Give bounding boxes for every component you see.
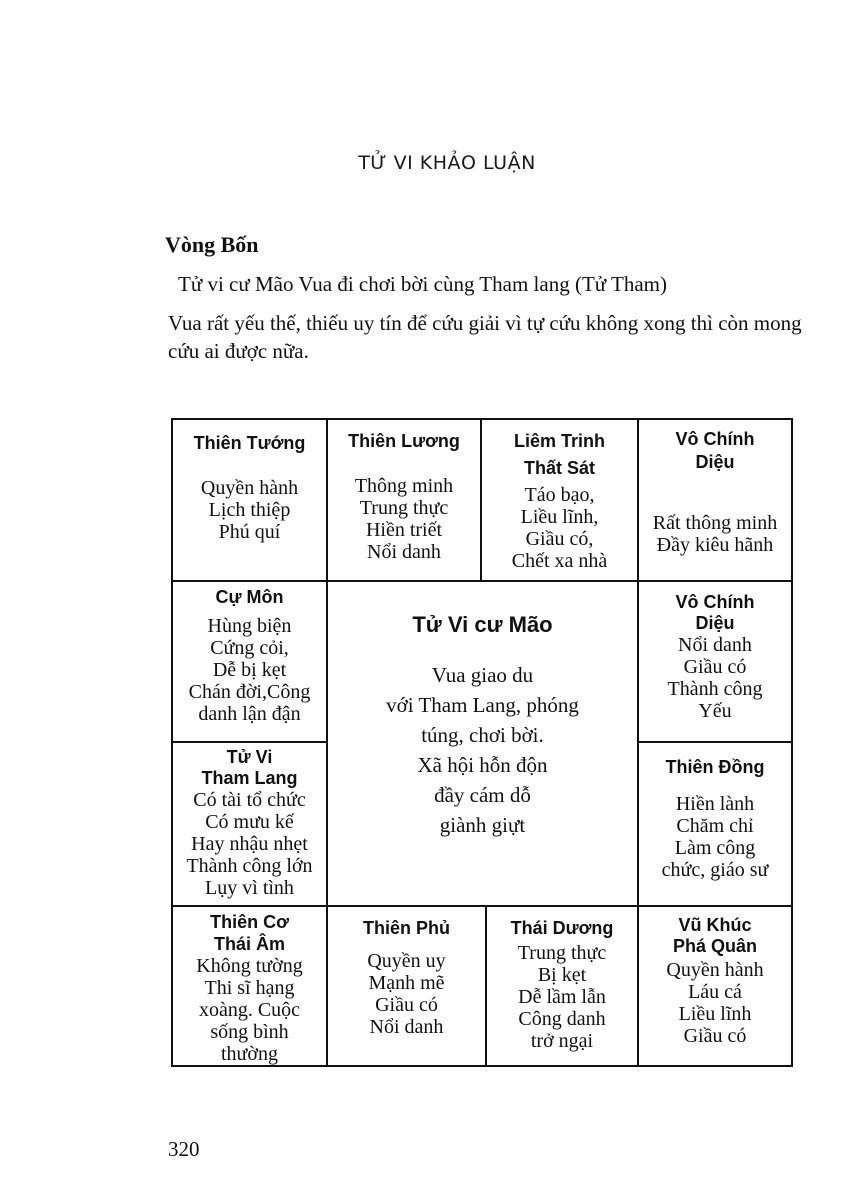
trait: sống bình <box>210 1021 289 1043</box>
palace-cell <box>173 420 326 580</box>
trait: Giầu có <box>375 994 438 1016</box>
palace-cell <box>639 420 791 580</box>
trait: Chăm chỉ <box>676 815 754 837</box>
center-panel <box>328 582 637 905</box>
trait: Dễ bị kẹt <box>212 659 287 681</box>
center-line: giành giựt <box>439 813 526 837</box>
star-name: Liêm Trinh <box>513 431 605 451</box>
trait: Liều lĩnh <box>678 1003 752 1025</box>
trait: trở ngại <box>530 1030 594 1052</box>
palace-cell <box>639 582 791 741</box>
trait: Quyền hành <box>666 959 764 981</box>
trait: Thông minh <box>354 475 454 497</box>
star-name: Thiên Tướng <box>193 433 306 453</box>
center-line: Vua giao du <box>431 663 534 687</box>
trait: Đầy kiêu hãnh <box>656 534 774 556</box>
center-line: túng, chơi bời. <box>421 723 544 747</box>
star-name: Thiên Phủ <box>363 918 450 938</box>
trait: Quyền hành <box>200 477 299 499</box>
trait: Chết xa nhà <box>511 550 608 572</box>
star-name: Vô Chính <box>675 592 755 612</box>
trait: Phú quí <box>218 521 281 543</box>
trait: Yếu <box>698 700 732 722</box>
star-name: Diệu <box>695 452 735 472</box>
intro-line-1: Tử vi cư Mão Vua đi chơi bời cùng Tham lang (Tử Tham) <box>178 272 667 296</box>
trait: danh lận đận <box>198 703 301 725</box>
trait: Thi sĩ hạng <box>204 977 295 999</box>
trait: Hùng biện <box>207 615 292 637</box>
center-line: với Tham Lang, phóng <box>386 693 579 717</box>
trait: thường <box>221 1043 278 1065</box>
palace-cell <box>639 743 791 905</box>
trait: Trung thực <box>359 497 449 519</box>
palace-cell <box>173 907 326 1067</box>
palace-cell <box>482 420 637 580</box>
star-name: Thái Dương <box>510 918 614 938</box>
section-title: Vòng Bốn <box>165 232 259 257</box>
palace-cell <box>173 743 326 905</box>
trait: Làm công <box>674 837 756 859</box>
running-head: TỬ VI KHẢO LUẬN <box>358 152 536 174</box>
star-name: Thiên Đồng <box>665 757 765 777</box>
trait: Nổi danh <box>678 634 752 656</box>
trait: Thành công <box>667 678 763 700</box>
trait: Lịch thiệp <box>208 499 291 521</box>
trait: Nổi danh <box>367 541 441 563</box>
star-name: Thất Sát <box>523 458 595 478</box>
trait: Mạnh mẽ <box>368 972 445 994</box>
palace-cell <box>328 907 485 1067</box>
palace-cell <box>639 907 791 1067</box>
star-name: Thiên Cơ <box>210 912 289 932</box>
trait: Dễ lầm lẫn <box>518 986 606 1008</box>
trait: Chán đời,Công <box>188 681 311 703</box>
star-name: Vô Chính <box>675 429 755 449</box>
trait: Quyền uy <box>367 950 446 972</box>
trait: Hiền lành <box>675 793 755 815</box>
star-name: Vũ Khúc <box>678 915 752 935</box>
trait: Hay nhậu nhẹt <box>191 833 308 855</box>
trait: Giầu có <box>683 656 747 678</box>
trait: Trung thực <box>517 942 607 964</box>
star-name: Phá Quân <box>672 936 757 956</box>
trait: Có tài tổ chức <box>193 789 306 811</box>
star-name: Thiên Lương <box>348 431 460 451</box>
trait: chức, giáo sư <box>661 859 769 881</box>
trait: Hiền triết <box>365 519 443 541</box>
trait: Liều lĩnh, <box>520 506 599 528</box>
palace-cell <box>328 420 480 580</box>
center-line: đầy cám dỗ <box>434 783 531 807</box>
trait: Nổi danh <box>369 1016 444 1038</box>
star-name: Tử Vi <box>226 747 273 767</box>
star-name: Tham Lang <box>201 768 298 788</box>
trait: xoàng. Cuộc <box>198 999 301 1021</box>
trait: Láu cá <box>688 981 742 1003</box>
trait: Có mưu kế <box>205 811 294 833</box>
horoscope-chart <box>171 418 793 1067</box>
trait: Không tường <box>196 955 303 977</box>
trait: Rất thông minh <box>652 512 778 534</box>
palace-cell <box>487 907 637 1067</box>
trait: Lụy vì tình <box>205 877 294 899</box>
trait: Bị kẹt <box>537 964 587 986</box>
trait: Công danh <box>518 1008 606 1030</box>
trait: Giầu có <box>683 1025 747 1047</box>
star-name: Diệu <box>695 613 735 633</box>
center-line: Xã hội hỗn độn <box>417 753 548 777</box>
center-title: Tử Vi cư Mão <box>412 612 553 637</box>
star-name: Thái Âm <box>213 934 285 954</box>
page-number: 320 <box>168 1137 200 1161</box>
palace-cell <box>173 582 326 741</box>
intro-paragraph: Vua rất yếu thế, thiếu uy tín để cứu giải vì tự cứu không xong thì còn mong cứu ai được nữa. <box>168 311 802 363</box>
trait: Thành công lớn <box>186 855 313 877</box>
trait: Giầu có, <box>525 528 594 550</box>
trait: Cứng cỏi, <box>210 637 289 659</box>
trait: Táo bạo, <box>524 484 595 506</box>
star-name: Cự Môn <box>215 587 284 607</box>
